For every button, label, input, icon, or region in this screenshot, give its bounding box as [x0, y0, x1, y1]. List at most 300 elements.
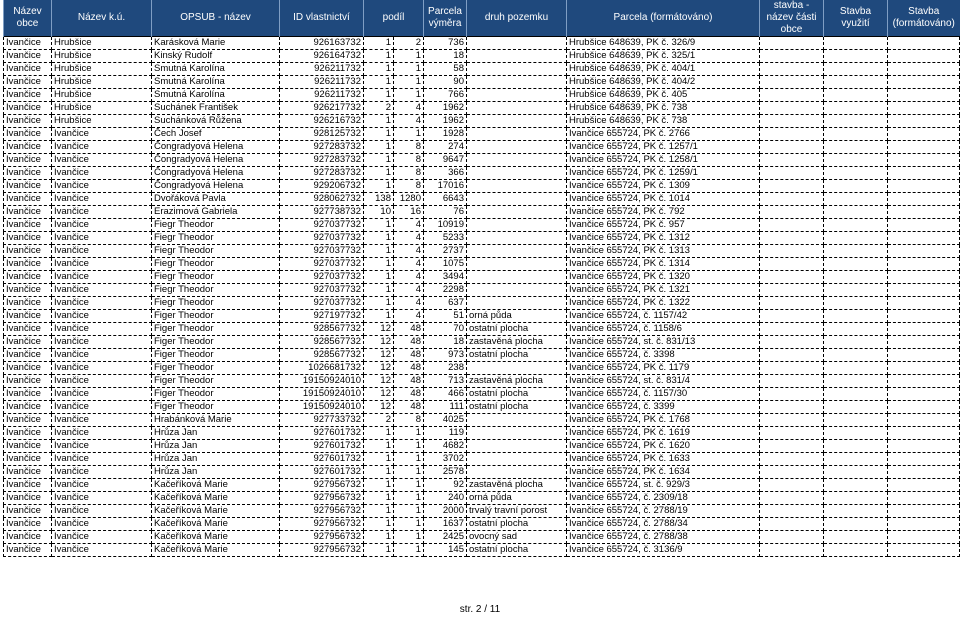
id-cell[interactable]: 928125732 [280, 128, 364, 141]
ku-cell[interactable]: Hrubšice [52, 50, 152, 63]
podil-num-cell[interactable]: 1 [364, 154, 394, 167]
vymera-cell[interactable]: 736 [424, 37, 467, 50]
owner-cell[interactable]: Figer Theodor [152, 401, 280, 414]
id-cell[interactable]: 19150924010 [280, 375, 364, 388]
id-cell[interactable]: 926216732 [280, 115, 364, 128]
vymera-cell[interactable]: 90 [424, 76, 467, 89]
druh-cell[interactable] [467, 141, 567, 154]
id-cell[interactable]: 927283732 [280, 154, 364, 167]
podil-num-cell[interactable]: 1 [364, 310, 394, 323]
empty-cell[interactable] [824, 154, 888, 167]
podil-den-cell[interactable]: 1280 [394, 193, 424, 206]
empty-cell[interactable] [760, 375, 824, 388]
druh-cell[interactable]: ostatní plocha [467, 388, 567, 401]
empty-cell[interactable] [760, 492, 824, 505]
podil-num-cell[interactable]: 1 [364, 63, 394, 76]
podil-num-cell[interactable]: 1 [364, 115, 394, 128]
vymera-cell[interactable]: 4025 [424, 414, 467, 427]
obec-cell[interactable]: Ivančice [4, 518, 52, 531]
druh-cell[interactable] [467, 102, 567, 115]
druh-cell[interactable]: ostatní plocha [467, 323, 567, 336]
empty-cell[interactable] [824, 63, 888, 76]
empty-cell[interactable] [888, 479, 960, 492]
id-cell[interactable]: 927601732 [280, 453, 364, 466]
obec-cell[interactable]: Ivančice [4, 453, 52, 466]
vymera-cell[interactable]: 2425 [424, 531, 467, 544]
podil-num-cell[interactable]: 12 [364, 375, 394, 388]
ku-cell[interactable]: Ivančice [52, 375, 152, 388]
druh-cell[interactable] [467, 245, 567, 258]
ku-cell[interactable]: Ivančice [52, 414, 152, 427]
empty-cell[interactable] [824, 466, 888, 479]
id-cell[interactable]: 927956732 [280, 544, 364, 557]
obec-cell[interactable]: Ivančice [4, 245, 52, 258]
podil-den-cell[interactable]: 2 [394, 37, 424, 50]
podil-den-cell[interactable]: 1 [394, 128, 424, 141]
podil-num-cell[interactable]: 1 [364, 141, 394, 154]
druh-cell[interactable] [467, 193, 567, 206]
druh-cell[interactable]: ovocný sad [467, 531, 567, 544]
druh-cell[interactable]: orná půda [467, 310, 567, 323]
empty-cell[interactable] [760, 102, 824, 115]
id-cell[interactable]: 928567732 [280, 323, 364, 336]
empty-cell[interactable] [888, 167, 960, 180]
id-cell[interactable]: 927956732 [280, 531, 364, 544]
podil-den-cell[interactable]: 4 [394, 271, 424, 284]
id-cell[interactable]: 928567732 [280, 349, 364, 362]
id-cell[interactable]: 927283732 [280, 141, 364, 154]
obec-cell[interactable]: Ivančice [4, 388, 52, 401]
id-cell[interactable]: 927037732 [280, 219, 364, 232]
empty-cell[interactable] [888, 180, 960, 193]
parcela-cell[interactable]: Hrubšice 648639, PK č. 404/1 [567, 63, 760, 76]
vymera-cell[interactable]: 18 [424, 50, 467, 63]
id-cell[interactable]: 927197732 [280, 310, 364, 323]
owner-cell[interactable]: Fiegr Theodor [152, 232, 280, 245]
id-cell[interactable]: 927601732 [280, 427, 364, 440]
col-header-podil[interactable]: podíl [364, 0, 424, 37]
id-cell[interactable]: 926217732 [280, 102, 364, 115]
podil-num-cell[interactable]: 1 [364, 544, 394, 557]
empty-cell[interactable] [760, 505, 824, 518]
id-cell[interactable]: 927956732 [280, 492, 364, 505]
empty-cell[interactable] [888, 323, 960, 336]
parcela-cell[interactable]: Ivančice 655724, PK č. 1320 [567, 271, 760, 284]
druh-cell[interactable] [467, 50, 567, 63]
podil-den-cell[interactable]: 1 [394, 427, 424, 440]
vymera-cell[interactable]: 76 [424, 206, 467, 219]
empty-cell[interactable] [888, 453, 960, 466]
owner-cell[interactable]: Fiegr Theodor [152, 245, 280, 258]
empty-cell[interactable] [824, 245, 888, 258]
obec-cell[interactable]: Ivančice [4, 440, 52, 453]
empty-cell[interactable] [760, 323, 824, 336]
empty-cell[interactable] [760, 258, 824, 271]
obec-cell[interactable]: Ivančice [4, 141, 52, 154]
owner-cell[interactable]: Figer Theodor [152, 349, 280, 362]
vymera-cell[interactable]: 1928 [424, 128, 467, 141]
empty-cell[interactable] [824, 37, 888, 50]
podil-den-cell[interactable]: 4 [394, 102, 424, 115]
obec-cell[interactable]: Ivančice [4, 102, 52, 115]
ku-cell[interactable]: Ivančice [52, 180, 152, 193]
empty-cell[interactable] [760, 141, 824, 154]
podil-den-cell[interactable]: 48 [394, 388, 424, 401]
ku-cell[interactable]: Ivančice [52, 349, 152, 362]
obec-cell[interactable]: Ivančice [4, 349, 52, 362]
col-header-druh-pozemku[interactable]: druh pozemku [467, 0, 567, 37]
empty-cell[interactable] [760, 115, 824, 128]
col-header-nazev-ku[interactable]: Název k.ú. [52, 0, 152, 37]
empty-cell[interactable] [760, 63, 824, 76]
podil-num-cell[interactable]: 1 [364, 245, 394, 258]
podil-den-cell[interactable]: 1 [394, 453, 424, 466]
parcela-cell[interactable]: Ivančice 655724, č. 3136/9 [567, 544, 760, 557]
vymera-cell[interactable]: 3702 [424, 453, 467, 466]
empty-cell[interactable] [824, 297, 888, 310]
id-cell[interactable]: 927733732 [280, 414, 364, 427]
parcela-cell[interactable]: Ivančice 655724, č. 3398 [567, 349, 760, 362]
parcela-cell[interactable]: Ivančice 655724, PK č. 1313 [567, 245, 760, 258]
podil-num-cell[interactable]: 1 [364, 479, 394, 492]
druh-cell[interactable] [467, 63, 567, 76]
empty-cell[interactable] [824, 310, 888, 323]
empty-cell[interactable] [760, 128, 824, 141]
vymera-cell[interactable]: 6643 [424, 193, 467, 206]
vymera-cell[interactable]: 10919 [424, 219, 467, 232]
obec-cell[interactable]: Ivančice [4, 50, 52, 63]
podil-num-cell[interactable]: 12 [364, 336, 394, 349]
vymera-cell[interactable]: 766 [424, 89, 467, 102]
empty-cell[interactable] [888, 154, 960, 167]
ku-cell[interactable]: Ivančice [52, 531, 152, 544]
id-cell[interactable]: 927037732 [280, 245, 364, 258]
empty-cell[interactable] [888, 492, 960, 505]
empty-cell[interactable] [760, 544, 824, 557]
podil-num-cell[interactable]: 1 [364, 297, 394, 310]
ku-cell[interactable]: Ivančice [52, 128, 152, 141]
parcela-cell[interactable]: Ivančice 655724, PK č. 1322 [567, 297, 760, 310]
empty-cell[interactable] [888, 297, 960, 310]
ku-cell[interactable]: Ivančice [52, 206, 152, 219]
podil-den-cell[interactable]: 1 [394, 440, 424, 453]
ku-cell[interactable]: Ivančice [52, 297, 152, 310]
vymera-cell[interactable]: 1637 [424, 518, 467, 531]
empty-cell[interactable] [824, 323, 888, 336]
empty-cell[interactable] [888, 336, 960, 349]
empty-cell[interactable] [760, 518, 824, 531]
parcela-cell[interactable]: Ivančice 655724, PK č. 1321 [567, 284, 760, 297]
empty-cell[interactable] [888, 375, 960, 388]
id-cell[interactable]: 927601732 [280, 466, 364, 479]
owner-cell[interactable]: Hrůza Jan [152, 453, 280, 466]
parcela-cell[interactable]: Hrubšice 648639, PK č. 325/1 [567, 50, 760, 63]
empty-cell[interactable] [760, 479, 824, 492]
vymera-cell[interactable]: 92 [424, 479, 467, 492]
owner-cell[interactable]: Kinský Rudolf [152, 50, 280, 63]
empty-cell[interactable] [760, 349, 824, 362]
id-cell[interactable]: 926211732 [280, 89, 364, 102]
empty-cell[interactable] [824, 544, 888, 557]
col-header-parcela-formatovano[interactable]: Parcela (formátováno) [567, 0, 760, 37]
empty-cell[interactable] [824, 206, 888, 219]
vymera-cell[interactable]: 9647 [424, 154, 467, 167]
col-header-parcela-vymera[interactable]: Parcela výměra [424, 0, 467, 37]
obec-cell[interactable]: Ivančice [4, 505, 52, 518]
empty-cell[interactable] [824, 232, 888, 245]
vymera-cell[interactable]: 2298 [424, 284, 467, 297]
owner-cell[interactable]: Hrůza Jan [152, 466, 280, 479]
empty-cell[interactable] [824, 128, 888, 141]
vymera-cell[interactable]: 51 [424, 310, 467, 323]
id-cell[interactable]: 927956732 [280, 505, 364, 518]
empty-cell[interactable] [888, 310, 960, 323]
parcela-cell[interactable]: Ivančice 655724, č. 2788/34 [567, 518, 760, 531]
parcela-cell[interactable]: Hrubšice 648639, PK č. 405 [567, 89, 760, 102]
parcela-cell[interactable]: Ivančice 655724, PK č. 792 [567, 206, 760, 219]
col-header-opsub-nazev[interactable]: OPSUB - název [152, 0, 280, 37]
podil-num-cell[interactable]: 1 [364, 180, 394, 193]
druh-cell[interactable]: zastavěná plocha [467, 336, 567, 349]
podil-num-cell[interactable]: 1 [364, 258, 394, 271]
empty-cell[interactable] [824, 531, 888, 544]
obec-cell[interactable]: Ivančice [4, 479, 52, 492]
vymera-cell[interactable]: 18 [424, 336, 467, 349]
obec-cell[interactable]: Ivančice [4, 232, 52, 245]
podil-num-cell[interactable]: 2 [364, 414, 394, 427]
ku-cell[interactable]: Ivančice [52, 141, 152, 154]
parcela-cell[interactable]: Ivančice 655724, PK č. 1634 [567, 466, 760, 479]
empty-cell[interactable] [760, 466, 824, 479]
parcela-cell[interactable]: Ivančice 655724, PK č. 1257/1 [567, 141, 760, 154]
empty-cell[interactable] [824, 401, 888, 414]
empty-cell[interactable] [824, 349, 888, 362]
empty-cell[interactable] [760, 310, 824, 323]
ku-cell[interactable]: Ivančice [52, 427, 152, 440]
empty-cell[interactable] [824, 193, 888, 206]
empty-cell[interactable] [824, 492, 888, 505]
obec-cell[interactable]: Ivančice [4, 297, 52, 310]
obec-cell[interactable]: Ivančice [4, 258, 52, 271]
empty-cell[interactable] [888, 271, 960, 284]
ku-cell[interactable]: Ivančice [52, 310, 152, 323]
id-cell[interactable]: 1026681732 [280, 362, 364, 375]
empty-cell[interactable] [760, 180, 824, 193]
owner-cell[interactable]: Figer Theodor [152, 310, 280, 323]
empty-cell[interactable] [824, 180, 888, 193]
empty-cell[interactable] [888, 427, 960, 440]
druh-cell[interactable] [467, 232, 567, 245]
podil-num-cell[interactable]: 1 [364, 167, 394, 180]
podil-den-cell[interactable]: 8 [394, 180, 424, 193]
obec-cell[interactable]: Ivančice [4, 128, 52, 141]
empty-cell[interactable] [888, 258, 960, 271]
vymera-cell[interactable]: 274 [424, 141, 467, 154]
owner-cell[interactable]: Karásková Marie [152, 37, 280, 50]
empty-cell[interactable] [888, 193, 960, 206]
empty-cell[interactable] [824, 388, 888, 401]
parcela-cell[interactable]: Ivančice 655724, st. č. 929/3 [567, 479, 760, 492]
obec-cell[interactable]: Ivančice [4, 219, 52, 232]
druh-cell[interactable] [467, 115, 567, 128]
col-header-stavba-nazev-casti-obce[interactable]: stavba - název části obce [760, 0, 824, 37]
podil-num-cell[interactable]: 1 [364, 219, 394, 232]
id-cell[interactable]: 927956732 [280, 479, 364, 492]
vymera-cell[interactable]: 240 [424, 492, 467, 505]
obec-cell[interactable]: Ivančice [4, 362, 52, 375]
druh-cell[interactable] [467, 271, 567, 284]
podil-num-cell[interactable]: 1 [364, 37, 394, 50]
empty-cell[interactable] [888, 440, 960, 453]
obec-cell[interactable]: Ivančice [4, 271, 52, 284]
druh-cell[interactable] [467, 180, 567, 193]
owner-cell[interactable]: Figer Theodor [152, 323, 280, 336]
druh-cell[interactable] [467, 37, 567, 50]
owner-cell[interactable]: Suchánek František [152, 102, 280, 115]
id-cell[interactable]: 926211732 [280, 63, 364, 76]
podil-num-cell[interactable]: 12 [364, 401, 394, 414]
podil-num-cell[interactable]: 1 [364, 50, 394, 63]
podil-den-cell[interactable]: 1 [394, 505, 424, 518]
owner-cell[interactable]: Čongradyová Helena [152, 141, 280, 154]
druh-cell[interactable] [467, 167, 567, 180]
podil-den-cell[interactable]: 1 [394, 544, 424, 557]
druh-cell[interactable] [467, 427, 567, 440]
podil-num-cell[interactable]: 1 [364, 232, 394, 245]
podil-num-cell[interactable]: 1 [364, 89, 394, 102]
empty-cell[interactable] [888, 388, 960, 401]
ku-cell[interactable]: Ivančice [52, 271, 152, 284]
empty-cell[interactable] [760, 271, 824, 284]
obec-cell[interactable]: Ivančice [4, 63, 52, 76]
podil-den-cell[interactable]: 4 [394, 284, 424, 297]
vymera-cell[interactable]: 2737 [424, 245, 467, 258]
empty-cell[interactable] [760, 206, 824, 219]
druh-cell[interactable] [467, 362, 567, 375]
parcela-cell[interactable]: Ivančice 655724, PK č. 1014 [567, 193, 760, 206]
vymera-cell[interactable]: 713 [424, 375, 467, 388]
obec-cell[interactable]: Ivančice [4, 544, 52, 557]
vymera-cell[interactable]: 4682 [424, 440, 467, 453]
owner-cell[interactable]: Smutná Karolína [152, 76, 280, 89]
owner-cell[interactable]: Smutná Karolína [152, 89, 280, 102]
id-cell[interactable]: 927601732 [280, 440, 364, 453]
podil-num-cell[interactable]: 10 [364, 206, 394, 219]
druh-cell[interactable] [467, 414, 567, 427]
ku-cell[interactable]: Ivančice [52, 453, 152, 466]
parcela-cell[interactable]: Ivančice 655724, PK č. 957 [567, 219, 760, 232]
empty-cell[interactable] [760, 50, 824, 63]
empty-cell[interactable] [888, 63, 960, 76]
parcela-cell[interactable]: Ivančice 655724, č. 1157/42 [567, 310, 760, 323]
owner-cell[interactable]: Hrůza Jan [152, 427, 280, 440]
ku-cell[interactable]: Ivančice [52, 219, 152, 232]
obec-cell[interactable]: Ivančice [4, 466, 52, 479]
parcela-cell[interactable]: Hrubšice 648639, PK č. 326/9 [567, 37, 760, 50]
podil-den-cell[interactable]: 1 [394, 518, 424, 531]
owner-cell[interactable]: Erazimová Gabriela [152, 206, 280, 219]
parcela-cell[interactable]: Ivančice 655724, č. 3399 [567, 401, 760, 414]
empty-cell[interactable] [824, 284, 888, 297]
ku-cell[interactable]: Ivančice [52, 544, 152, 557]
empty-cell[interactable] [760, 440, 824, 453]
id-cell[interactable]: 19150924010 [280, 401, 364, 414]
vymera-cell[interactable]: 1075 [424, 258, 467, 271]
obec-cell[interactable]: Ivančice [4, 167, 52, 180]
empty-cell[interactable] [760, 336, 824, 349]
ku-cell[interactable]: Ivančice [52, 167, 152, 180]
id-cell[interactable]: 927037732 [280, 297, 364, 310]
empty-cell[interactable] [888, 401, 960, 414]
empty-cell[interactable] [760, 401, 824, 414]
id-cell[interactable]: 19150924010 [280, 388, 364, 401]
podil-den-cell[interactable]: 4 [394, 258, 424, 271]
podil-num-cell[interactable]: 1 [364, 284, 394, 297]
empty-cell[interactable] [888, 128, 960, 141]
empty-cell[interactable] [824, 427, 888, 440]
empty-cell[interactable] [760, 531, 824, 544]
podil-den-cell[interactable]: 48 [394, 362, 424, 375]
empty-cell[interactable] [824, 258, 888, 271]
col-header-stavba-formatovano[interactable]: Stavba (formátováno) [888, 0, 960, 37]
owner-cell[interactable]: Hrabánková Marie [152, 414, 280, 427]
vymera-cell[interactable]: 58 [424, 63, 467, 76]
owner-cell[interactable]: Kačeříková Marie [152, 518, 280, 531]
ku-cell[interactable]: Ivančice [52, 440, 152, 453]
podil-den-cell[interactable]: 1 [394, 76, 424, 89]
obec-cell[interactable]: Ivančice [4, 531, 52, 544]
col-header-stavba-vyuziti[interactable]: Stavba využití [824, 0, 888, 37]
obec-cell[interactable]: Ivančice [4, 427, 52, 440]
owner-cell[interactable]: Fiegr Theodor [152, 284, 280, 297]
parcela-cell[interactable]: Ivančice 655724, č. 2788/19 [567, 505, 760, 518]
druh-cell[interactable] [467, 453, 567, 466]
podil-den-cell[interactable]: 1 [394, 492, 424, 505]
id-cell[interactable]: 927037732 [280, 232, 364, 245]
owner-cell[interactable]: Fiegr Theodor [152, 219, 280, 232]
vymera-cell[interactable]: 366 [424, 167, 467, 180]
parcela-cell[interactable]: Ivančice 655724, PK č. 1620 [567, 440, 760, 453]
parcela-cell[interactable]: Ivančice 655724, PK č. 1314 [567, 258, 760, 271]
empty-cell[interactable] [888, 89, 960, 102]
empty-cell[interactable] [824, 89, 888, 102]
empty-cell[interactable] [760, 388, 824, 401]
empty-cell[interactable] [760, 232, 824, 245]
obec-cell[interactable]: Ivančice [4, 310, 52, 323]
empty-cell[interactable] [824, 115, 888, 128]
vymera-cell[interactable]: 973 [424, 349, 467, 362]
podil-num-cell[interactable]: 1 [364, 492, 394, 505]
empty-cell[interactable] [824, 336, 888, 349]
podil-den-cell[interactable]: 48 [394, 375, 424, 388]
druh-cell[interactable]: trvalý travní porost [467, 505, 567, 518]
obec-cell[interactable]: Ivančice [4, 401, 52, 414]
owner-cell[interactable]: Kačeříková Marie [152, 492, 280, 505]
ku-cell[interactable]: Hrubšice [52, 37, 152, 50]
owner-cell[interactable]: Figer Theodor [152, 362, 280, 375]
parcela-cell[interactable]: Ivančice 655724, č. 2788/38 [567, 531, 760, 544]
ku-cell[interactable]: Ivančice [52, 336, 152, 349]
vymera-cell[interactable]: 70 [424, 323, 467, 336]
owner-cell[interactable]: Kačeříková Marie [152, 544, 280, 557]
podil-den-cell[interactable]: 1 [394, 479, 424, 492]
vymera-cell[interactable]: 3494 [424, 271, 467, 284]
owner-cell[interactable]: Čongradyová Helena [152, 154, 280, 167]
druh-cell[interactable] [467, 258, 567, 271]
empty-cell[interactable] [824, 414, 888, 427]
col-header-id-vlastnictvi[interactable]: ID vlastnictví [280, 0, 364, 37]
id-cell[interactable]: 927283732 [280, 167, 364, 180]
